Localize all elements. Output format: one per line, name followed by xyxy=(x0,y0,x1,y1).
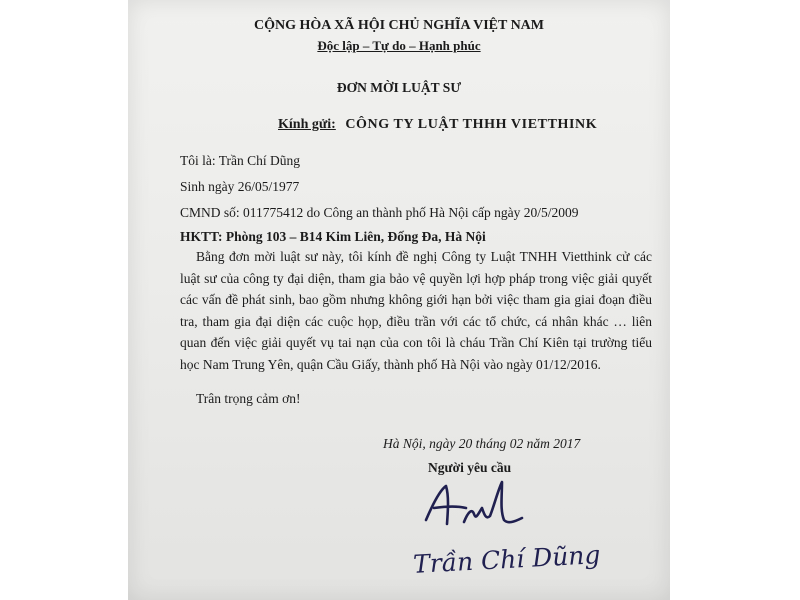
applicant-name: Tôi là: Trần Chí Dũng xyxy=(180,153,301,168)
country-heading: CỘNG HÒA XÃ HỘI CHỦ NGHĨA VIỆT NAM xyxy=(253,18,544,33)
signer-role: Người yêu cầu xyxy=(428,460,512,475)
motto: Độc lập – Tự do – Hạnh phúc xyxy=(317,38,481,53)
applicant-id: CMND số: 011775412 do Công an thành phố Hà Nội cấp ngày 20/5/2009 xyxy=(180,205,579,220)
recipient-name: CÔNG TY LUẬT THHH VIETTHINK xyxy=(345,117,598,132)
place-date: Hà Nội, ngày 20 tháng 02 năm 2017 xyxy=(383,436,581,451)
document-title: ĐƠN MỜI LUẬT SƯ xyxy=(336,80,462,95)
applicant-birth: Sinh ngày 26/05/1977 xyxy=(180,179,300,194)
recipient-line xyxy=(278,117,597,133)
signature-name: Trần Chí Dũng xyxy=(412,540,602,579)
recipient-label: Kính gửi: xyxy=(278,117,336,132)
request-paragraph: Bằng đơn mời luật sư này, tôi kính đề nghị Công ty Luật TNHH Vietthink cử các luật sư của công ty đại diện, tham gia bảo vệ quyền lợi hợp pháp trong việc giải quyết các vấn đề phát sinh, bao gồm nhưng không giới hạn bởi việc tham gia giai đoạn điều tra, tham gia đại diện các cuộc họp, điều trần với các tổ chức, cá nhân khác … liên quan đến việc giải quyết vụ tai nạn của con tôi là cháu Trần Chí Kiên tại trường tiểu học Nam Trung Yên, quận Cầu Giấy, thành phố Hà Nội vào ngày 01/12/2016. xyxy=(180,249,652,372)
closing-thanks: Trân trọng cảm ơn! xyxy=(196,391,301,406)
applicant-residence: HKTT: Phòng 103 – B14 Kim Liên, Đống Đa, Hà Nội xyxy=(180,229,486,244)
signature-mark xyxy=(418,476,548,536)
letter-page xyxy=(128,0,670,600)
